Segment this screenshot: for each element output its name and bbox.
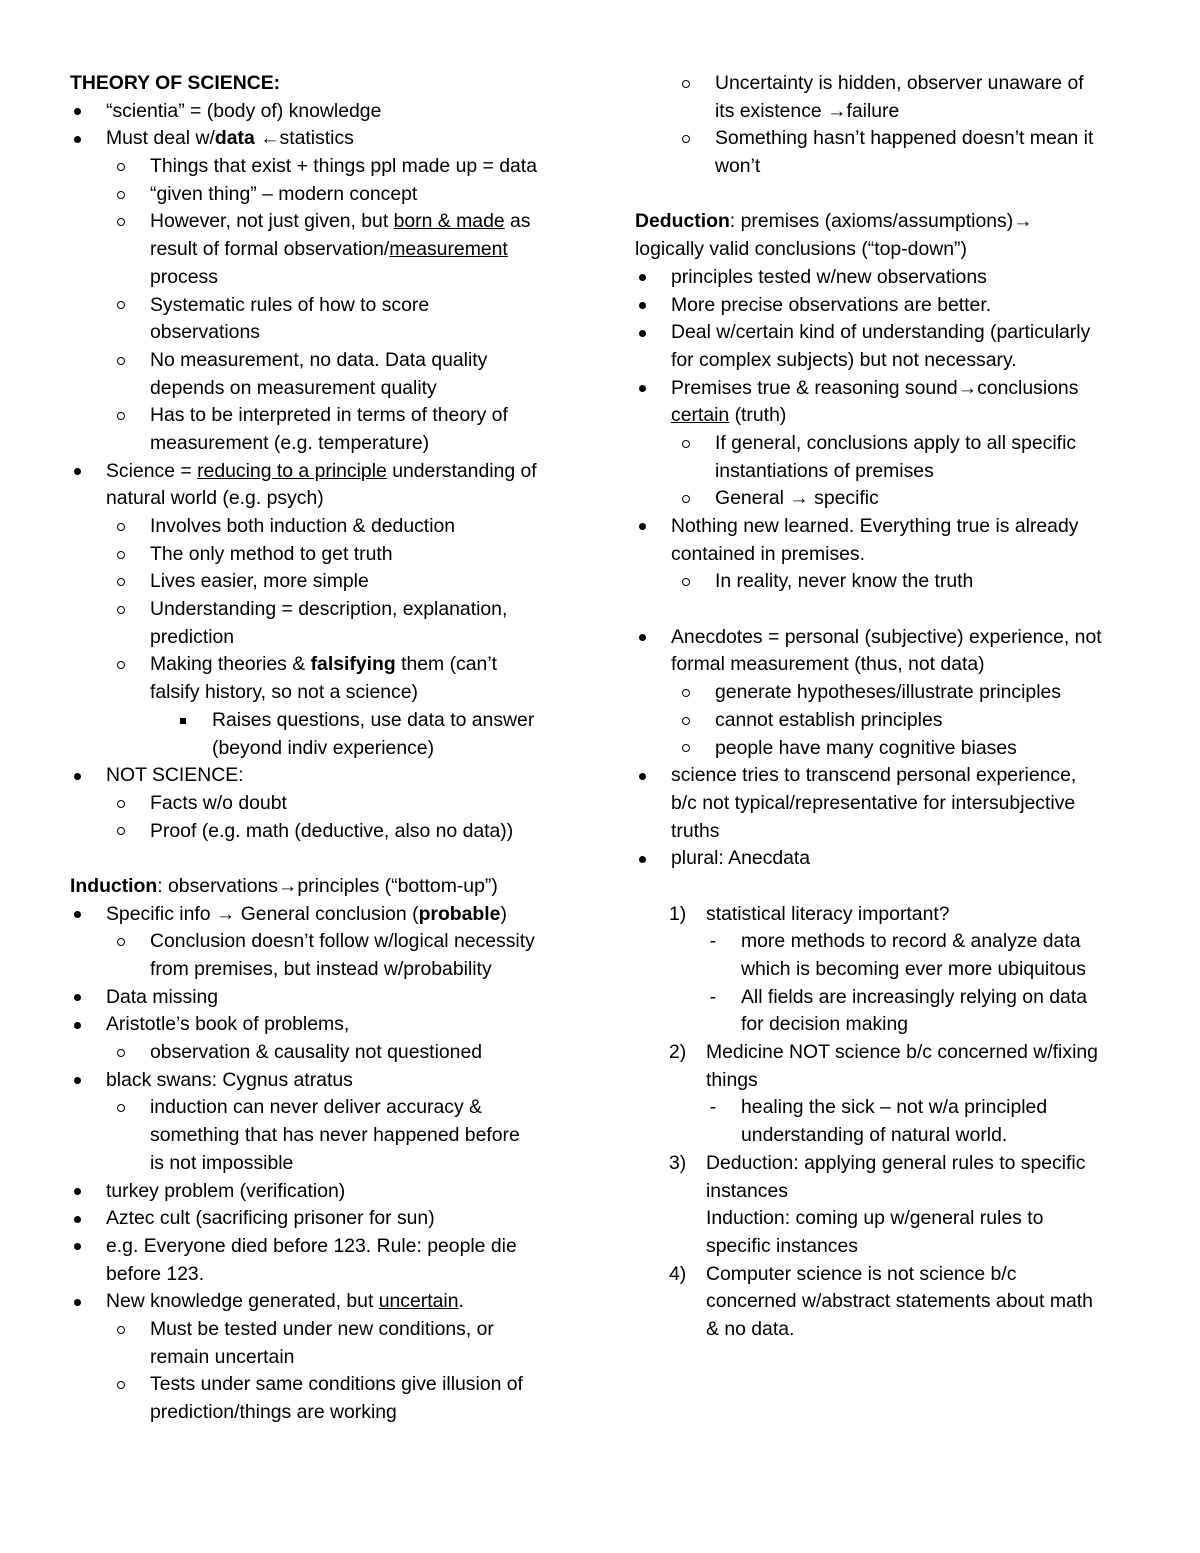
numbered-item-cont: concerned w/abstract statements about math [706,1290,1093,1313]
list-item: turkey problem (verification) [70,1178,580,1206]
list-item-cont: truths [671,819,720,842]
numbered-item-cont: Induction: coming up w/general rules to [706,1207,1044,1230]
list-item: New knowledge generated, but uncertain. [70,1288,580,1316]
circle-bullet-icon [114,1371,128,1399]
list-item: Understanding = description, explanation, [70,596,580,624]
list-item: Science = reducing to a principle understanding of [70,458,580,486]
list-item: Nothing new learned. Everything true is already [635,513,1145,541]
list-item-cont: measurement (e.g. temperature) [150,431,430,454]
list-item: Specific info → General conclusion (probable) [70,901,580,929]
list-item: Things that exist + things ppl made up = data [70,153,580,181]
list-item-cont: certain (truth) [671,404,787,427]
list-item-cont: is not impossible [150,1151,294,1174]
circle-bullet-icon [679,125,693,153]
list-item-cont: falsify history, so not a science) [150,681,418,704]
list-item: plural: Anecdata [635,845,1145,873]
circle-bullet-icon [679,485,693,513]
circle-bullet-icon [114,347,128,375]
list-item: Uncertainty is hidden, observer unaware of [635,70,1145,98]
right-column [635,70,1145,1344]
list-item: observation & causality not questioned [70,1039,580,1067]
circle-bullet-icon [114,1316,128,1344]
bullet-icon [635,319,649,347]
list-item: people have many cognitive biases [635,735,1145,763]
list-item-cont: won’t [715,155,761,178]
list-item: General → specific [635,485,1145,513]
list-item: black swans: Cygnus atratus [70,1067,580,1095]
numbered-item-cont: things [706,1068,758,1091]
list-item: principles tested w/new observations [635,264,1145,292]
bullet-icon [635,375,649,403]
list-item: induction can never deliver accuracy & [70,1094,580,1122]
list-item-cont: prediction [150,625,235,648]
circle-bullet-icon [114,181,128,209]
list-item: Something hasn’t happened doesn’t mean it [635,125,1145,153]
list-item: Aristotle’s book of problems, [70,1011,580,1039]
list-item: Making theories & falsifying them (can’t [70,651,580,679]
list-item-cont: (beyond indiv experience) [212,736,435,759]
list-item: Must deal w/data ←statistics [70,125,580,153]
circle-bullet-icon [679,568,693,596]
list-item: In reality, never know the truth [635,568,1145,596]
list-item: science tries to transcend personal experience, [635,762,1145,790]
list-item: Proof (e.g. math (deductive, also no data)) [70,818,580,846]
circle-bullet-icon [114,568,128,596]
list-item: cannot establish principles [635,707,1145,735]
bullet-icon [70,901,84,929]
list-item: Must be tested under new conditions, or [70,1316,580,1344]
list-item: - healing the sick – not w/a principled [709,1096,1048,1119]
bullet-icon [70,1288,84,1316]
spacer [70,845,580,873]
circle-bullet-icon [679,735,693,763]
left-column [70,70,580,1427]
circle-bullet-icon [679,430,693,458]
circle-bullet-icon [114,790,128,818]
bullet-icon [70,1178,84,1206]
bullet-icon [70,984,84,1012]
list-item: NOT SCIENCE: [70,762,580,790]
list-item: Anecdotes = personal (subjective) experience, not [635,624,1145,652]
list-item: No measurement, no data. Data quality [70,347,580,375]
list-item: - more methods to record & analyze data [709,930,1081,953]
list-item: Tests under same conditions give illusion of [70,1371,580,1399]
list-item: Data missing [70,984,580,1012]
list-item-cont: prediction/things are working [150,1401,397,1423]
list-item: Involves both induction & deduction [70,513,580,541]
section-heading-deduction: Deduction: premises (axioms/assumptions)→ [635,210,1033,233]
numbered-item: 1) statistical literacy important? [669,902,950,925]
list-item-cont: remain uncertain [150,1345,295,1368]
circle-bullet-icon [679,707,693,735]
spacer [635,873,1145,901]
numbered-item: 4) Computer science is not science b/c [669,1262,1017,1285]
circle-bullet-icon [114,208,128,236]
bullet-icon [70,1067,84,1095]
bullet-icon [70,1011,84,1039]
circle-bullet-icon [114,1094,128,1122]
section-heading-induction: Induction: observations→principles (“bottom-up”) [70,874,498,897]
list-item: However, not just given, but born & made as [70,208,580,236]
list-item: Aztec cult (sacrificing prisoner for sun) [70,1205,580,1233]
numbered-item: 2) Medicine NOT science b/c concerned w/fixing [669,1041,1098,1064]
list-item-cont: observations [150,321,260,344]
page-title: THEORY OF SCIENCE: [70,72,281,94]
list-item: - All fields are increasingly relying on data [709,985,1087,1008]
bullet-icon [635,513,649,541]
list-item-cont: depends on measurement quality [150,376,437,399]
list-item: More precise observations are better. [635,292,1145,320]
list-item: “given thing” – modern concept [70,181,580,209]
bullet-icon [635,762,649,790]
bullet-icon [635,624,649,652]
circle-bullet-icon [679,679,693,707]
list-item: Raises questions, use data to answer [70,707,580,735]
list-item-cont: instantiations of premises [715,459,934,482]
list-item: Systematic rules of how to score [70,292,580,320]
circle-bullet-icon [114,1039,128,1067]
circle-bullet-icon [114,402,128,430]
bullet-icon [70,1205,84,1233]
numbered-item-cont: & no data. [706,1317,795,1340]
list-item: Conclusion doesn’t follow w/logical necessity [70,928,580,956]
bullet-icon [635,845,649,873]
list-item-cont: contained in premises. [671,542,866,565]
list-item-cont: which is becoming ever more ubiquitous [741,958,1086,980]
list-item-cont: formal measurement (thus, not data) [671,653,985,676]
list-item-cont: result of formal observation/measurement [150,238,508,261]
spacer [635,596,1145,624]
numbered-item: 3) Deduction: applying general rules to specific [669,1151,1086,1174]
list-item-cont: from premises, but instead w/probability [150,958,492,980]
bullet-icon [635,264,649,292]
bullet-icon [70,98,84,126]
square-bullet-icon [176,707,190,735]
circle-bullet-icon [114,153,128,181]
list-item-cont: b/c not typical/representative for intersubjective [671,791,1076,814]
list-item: The only method to get truth [70,541,580,569]
bullet-icon [70,762,84,790]
circle-bullet-icon [114,651,128,679]
list-item-cont: before 123. [106,1262,205,1285]
list-item: Premises true & reasoning sound→conclusions [635,375,1145,403]
list-item: Lives easier, more simple [70,568,580,596]
list-item-cont: something that has never happened before [150,1124,520,1147]
list-item-cont: natural world (e.g. psych) [106,487,324,510]
list-item: generate hypotheses/illustrate principles [635,679,1145,707]
list-item-cont: its existence →failure [715,99,900,122]
circle-bullet-icon [679,70,693,98]
list-item-cont: understanding of natural world. [741,1124,1008,1147]
numbered-item-cont: specific instances [706,1234,858,1257]
list-item-cont: process [150,265,218,288]
bullet-icon [70,458,84,486]
circle-bullet-icon [114,928,128,956]
list-item: Deal w/certain kind of understanding (particularly [635,319,1145,347]
bullet-icon [70,125,84,153]
circle-bullet-icon [114,513,128,541]
bullet-icon [635,292,649,320]
section-heading-cont: logically valid conclusions (“top-down”) [635,238,967,261]
circle-bullet-icon [114,541,128,569]
list-item: e.g. Everyone died before 123. Rule: people die [70,1233,580,1261]
list-item: Has to be interpreted in terms of theory of [70,402,580,430]
list-item-cont: for decision making [741,1013,909,1036]
spacer [635,181,1145,209]
circle-bullet-icon [114,292,128,320]
list-item: “scientia” = (body of) knowledge [70,98,580,126]
bullet-icon [70,1233,84,1261]
list-item-cont: for complex subjects) but not necessary. [671,348,1017,371]
list-item: If general, conclusions apply to all specific [635,430,1145,458]
circle-bullet-icon [114,818,128,846]
list-item: Facts w/o doubt [70,790,580,818]
numbered-item-cont: instances [706,1179,788,1202]
circle-bullet-icon [114,596,128,624]
